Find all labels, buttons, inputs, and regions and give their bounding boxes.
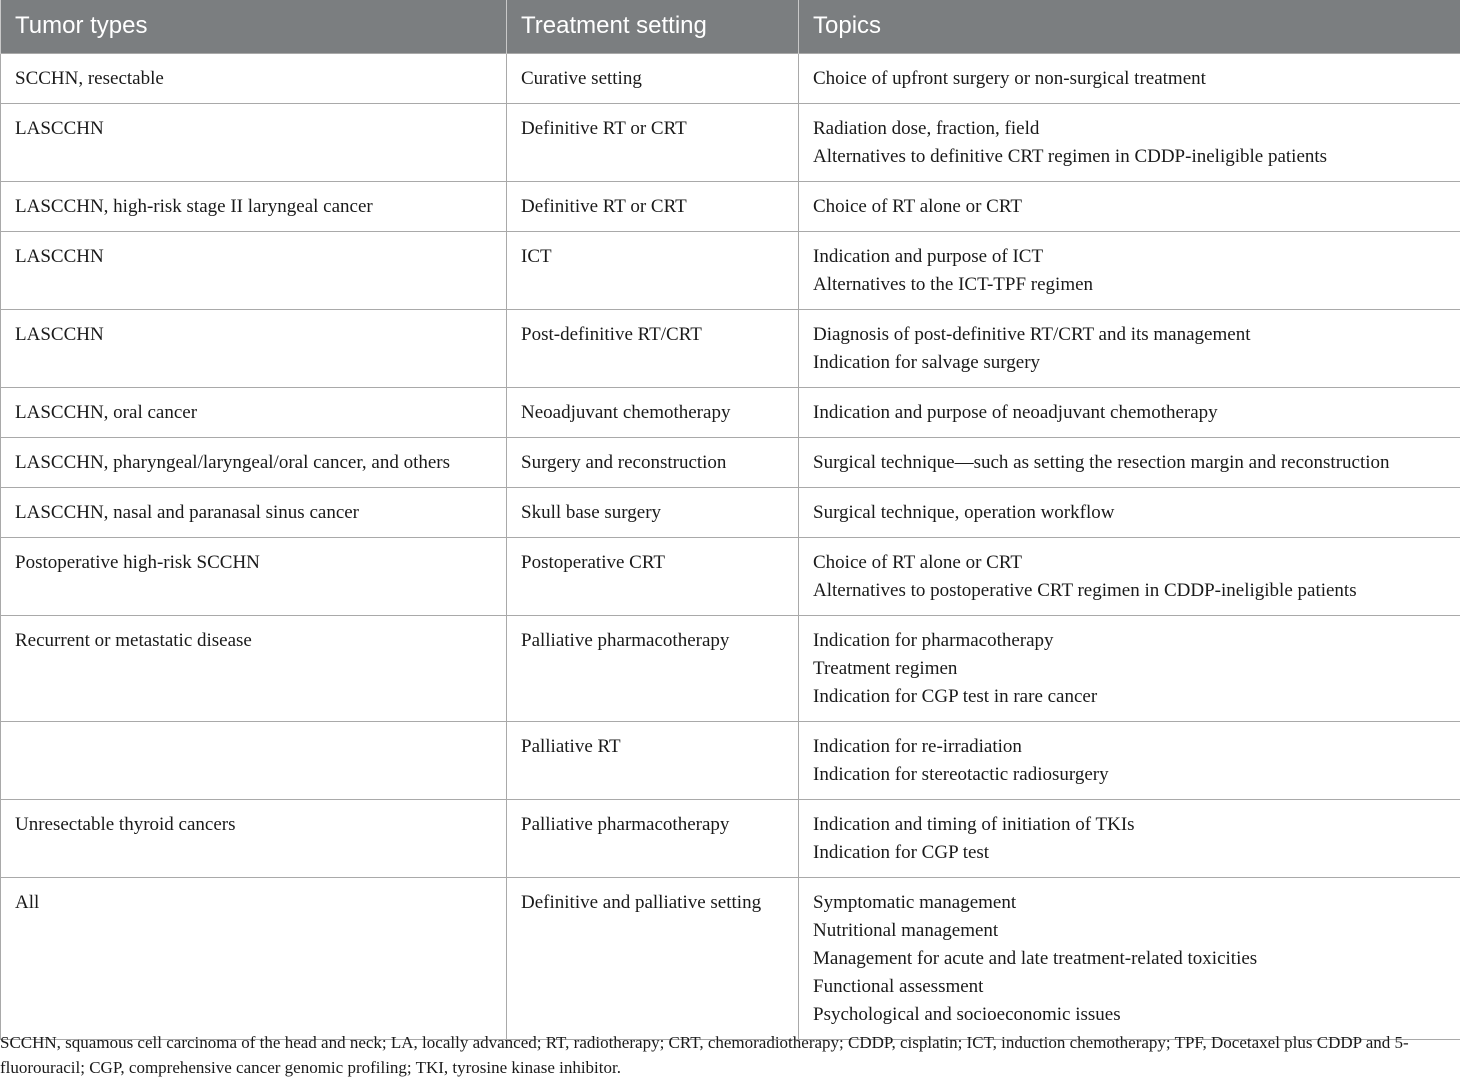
topic-item: Indication for re-irradiation	[813, 733, 1446, 761]
treatment-setting-cell: Postoperative CRT	[507, 537, 799, 615]
topic-item: Functional assessment	[813, 973, 1446, 1001]
header-tumor-types: Tumor types	[1, 0, 507, 53]
tumor-type-cell: LASCCHN	[1, 103, 507, 181]
table-footnote: SCCHN, squamous cell carcinoma of the head and neck; LA, locally advanced; RT, radiotherapy; CRT, chemoradiotherapy; CDDP, cisplatin; ICT, induction chemotherapy; TPF, Docetaxel plus CDDP and 5-fluorouracil; CGP, comprehensive cancer genomic profiling; TKI, tyrosine kinase inhibitor.	[0, 1030, 1460, 1080]
treatment-setting-cell: Definitive RT or CRT	[507, 181, 799, 231]
topic-item: Surgical technique—such as setting the resection margin and reconstruction	[813, 449, 1446, 477]
topic-item: Indication for salvage surgery	[813, 349, 1446, 377]
topics-cell	[799, 387, 1460, 437]
topic-item: Radiation dose, fraction, field	[813, 115, 1446, 143]
tumor-type-cell: LASCCHN	[1, 309, 507, 387]
table-row	[1, 437, 1460, 487]
topics-cell	[799, 181, 1460, 231]
topic-item: Indication for pharmacotherapy	[813, 627, 1446, 655]
table-row	[1, 309, 1460, 387]
topic-item: Psychological and socioeconomic issues	[813, 1001, 1446, 1029]
treatment-setting-cell: Neoadjuvant chemotherapy	[507, 387, 799, 437]
topic-item: Indication and timing of initiation of TKIs	[813, 811, 1446, 839]
topics-cell	[799, 309, 1460, 387]
topic-item: Indication for stereotactic radiosurgery	[813, 761, 1446, 789]
topics-cell	[799, 53, 1460, 103]
topic-item: Alternatives to the ICT-TPF regimen	[813, 271, 1446, 299]
header-treatment-setting: Treatment setting	[507, 0, 799, 53]
topic-item: Nutritional management	[813, 917, 1446, 945]
topics-cell	[799, 103, 1460, 181]
topic-item: Diagnosis of post-definitive RT/CRT and its management	[813, 321, 1446, 349]
treatment-setting-cell: Palliative RT	[507, 721, 799, 799]
treatment-setting-cell: Palliative pharmacotherapy	[507, 799, 799, 877]
table-row	[1, 387, 1460, 437]
tumor-type-cell: LASCCHN	[1, 231, 507, 309]
table-row	[1, 721, 1460, 799]
header-topics: Topics	[799, 0, 1460, 53]
treatment-setting-cell: Post-definitive RT/CRT	[507, 309, 799, 387]
tumor-type-cell	[1, 721, 507, 799]
treatment-setting-cell: ICT	[507, 231, 799, 309]
topic-item: Choice of RT alone or CRT	[813, 549, 1446, 577]
treatment-setting-cell: Palliative pharmacotherapy	[507, 615, 799, 721]
treatment-setting-cell: Curative setting	[507, 53, 799, 103]
topic-item: Indication and purpose of ICT	[813, 243, 1446, 271]
topic-item: Symptomatic management	[813, 889, 1446, 917]
tumor-type-cell: LASCCHN, pharyngeal/laryngeal/oral cancer, and others	[1, 437, 507, 487]
topic-item: Indication and purpose of neoadjuvant chemotherapy	[813, 399, 1446, 427]
tumor-type-cell: Recurrent or metastatic disease	[1, 615, 507, 721]
tumor-type-cell: LASCCHN, high-risk stage II laryngeal cancer	[1, 181, 507, 231]
topics-cell	[799, 231, 1460, 309]
table-row	[1, 877, 1460, 1039]
treatment-setting-cell: Definitive and palliative setting	[507, 877, 799, 1039]
table-row	[1, 53, 1460, 103]
topics-cell	[799, 537, 1460, 615]
table-row	[1, 231, 1460, 309]
topic-item: Treatment regimen	[813, 655, 1446, 683]
topic-item: Choice of upfront surgery or non-surgical treatment	[813, 65, 1446, 93]
tumor-type-cell: Unresectable thyroid cancers	[1, 799, 507, 877]
header-row	[1, 0, 1460, 53]
table-row	[1, 799, 1460, 877]
table-row	[1, 181, 1460, 231]
topics-cell	[799, 799, 1460, 877]
table-row	[1, 103, 1460, 181]
table-row	[1, 537, 1460, 615]
tumor-type-cell: LASCCHN, nasal and paranasal sinus cancer	[1, 487, 507, 537]
topic-item: Indication for CGP test	[813, 839, 1446, 867]
table-row	[1, 487, 1460, 537]
topic-item: Surgical technique, operation workflow	[813, 499, 1446, 527]
treatment-setting-cell: Definitive RT or CRT	[507, 103, 799, 181]
topics-cell	[799, 721, 1460, 799]
topics-cell	[799, 877, 1460, 1039]
topics-cell	[799, 615, 1460, 721]
treatment-setting-cell: Surgery and reconstruction	[507, 437, 799, 487]
topic-item: Alternatives to definitive CRT regimen in CDDP-ineligible patients	[813, 143, 1446, 171]
topics-cell	[799, 437, 1460, 487]
tumor-type-cell: Postoperative high-risk SCCHN	[1, 537, 507, 615]
topics-cell	[799, 487, 1460, 537]
treatment-setting-cell: Skull base surgery	[507, 487, 799, 537]
table-row	[1, 615, 1460, 721]
topic-item: Management for acute and late treatment-related toxicities	[813, 945, 1446, 973]
topic-item: Indication for CGP test in rare cancer	[813, 683, 1446, 711]
tumor-type-cell: LASCCHN, oral cancer	[1, 387, 507, 437]
tumor-type-cell: All	[1, 877, 507, 1039]
topic-item: Alternatives to postoperative CRT regimen in CDDP-ineligible patients	[813, 577, 1446, 605]
tumor-type-cell: SCCHN, resectable	[1, 53, 507, 103]
topic-item: Choice of RT alone or CRT	[813, 193, 1446, 221]
